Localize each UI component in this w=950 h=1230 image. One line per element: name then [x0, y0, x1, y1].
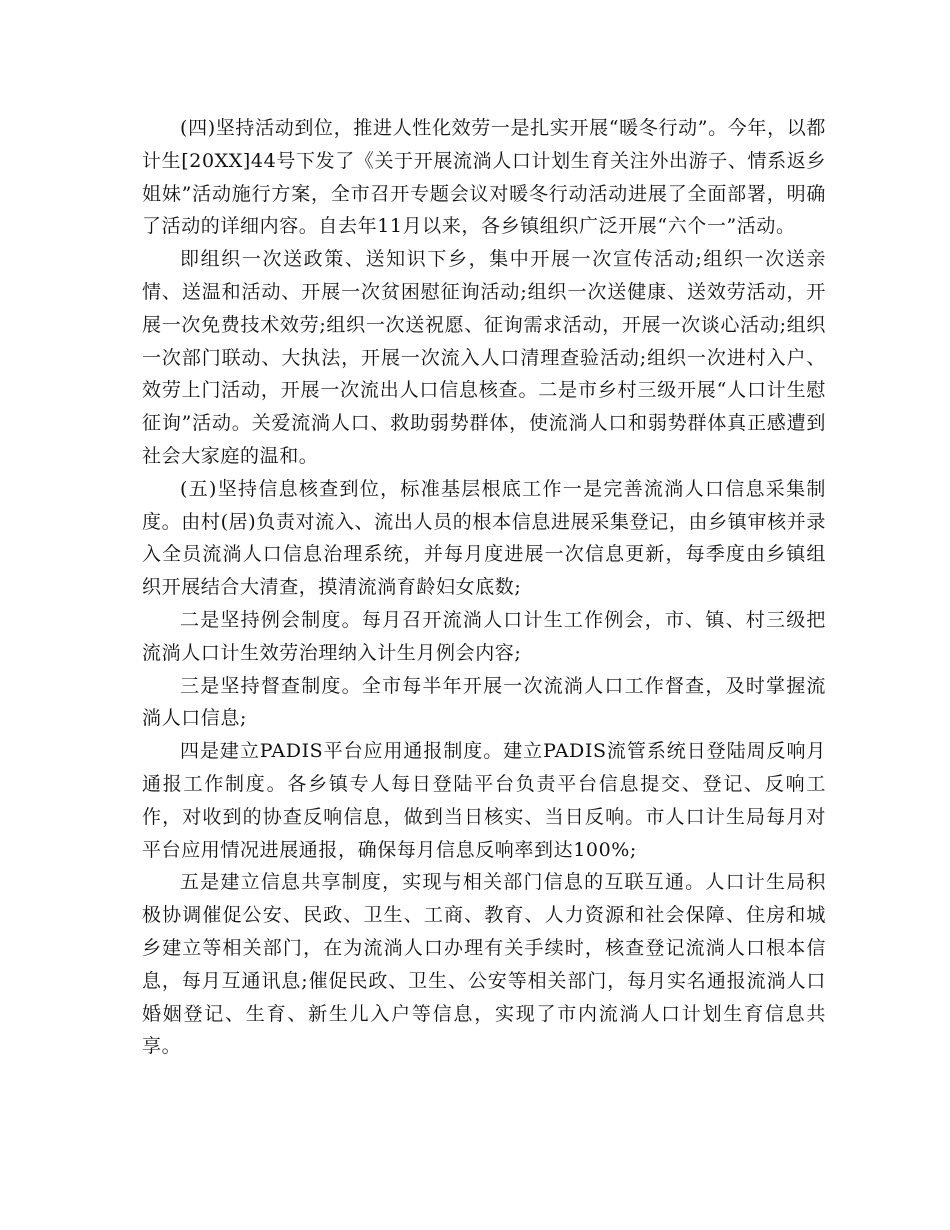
- paragraph-regular-meetings: 二是坚持例会制度。每月召开流淌人口计生工作例会，市、镇、村三级把流淌人口计生效劳治理纳入计生月例会内容;: [142, 608, 826, 664]
- paragraph-warm-winter-action: (四)坚持活动到位，推进人性化效劳一是扎实开展“暖冬行动”。今年，以都计生[20XX]44号下发了《关于开展流淌人口计划生育关注外出游子、情系返乡姐妹”活动施行方案，全市召开专题会议对暖冬行动活动进展了全面部署，明确了活动的详细内容。自去年11月以来，各乡镇组织广泛开展“六个一”活动。: [142, 117, 826, 238]
- document-body: [142, 112, 826, 1063]
- paragraph-information-verification: (五)坚持信息核查到位，标准基层根底工作一是完善流淌人口信息采集制度。由村(居)负责对流入、流出人员的根本信息进展采集登记，由乡镇审核并录入全员流淌人口信息治理系统，并每月度进展一次信息更新，每季度由乡镇组织开展结合大清查，摸清流淌育龄妇女底数;: [142, 477, 826, 599]
- paragraph-information-sharing: 五是建立信息共享制度，实现与相关部门信息的互联互通。人口计生局积极协调催促公安、民政、卫生、工商、教育、人力资源和社会保障、住房和城乡建立等相关部门，在为流淌人口办理有关手续时，核查登记流淌人口根本信息，每月互通讯息;催促民政、卫生、公安等相关部门，每月实名通报流淌人口婚姻登记、生育、新生儿入户等信息，实现了市内流淌人口计划生育信息共享。: [142, 871, 826, 1058]
- paragraph-supervision-system: 三是坚持督查制度。全市每半年开展一次流淌人口工作督查，及时掌握流淌人口信息;: [142, 674, 826, 730]
- paragraph-padis-reporting: 四是建立PADIS平台应用通报制度。建立PADIS流管系统日登陆周反响月通报工作制度。各乡镇专人每日登陆平台负责平台信息提交、登记、反响工作，对收到的协查反响信息，做到当日核实、当日反响。市人口计生局每月对平台应用情况进展通报，确保每月信息反响率到达100%;: [142, 740, 826, 861]
- paragraph-six-ones-activities: 即组织一次送政策、送知识下乡，集中开展一次宣传活动;组织一次送亲情、送温和活动、开展一次贫困慰征询活动;组织一次送健康、送效劳活动，开展一次免费技术效劳;组织一次送祝愿、征询需求活动，开展一次谈心活动;组织一次部门联动、大执法，开展一次流入人口清理查验活动;组织一次进村入户、效劳上门活动，开展一次流出人口信息核查。二是市乡村三级开展“人口计生慰征询”活动。关爱流淌人口、救助弱势群体，使流淌人口和弱势群体真正感遭到社会大家庭的温和。: [142, 248, 826, 467]
